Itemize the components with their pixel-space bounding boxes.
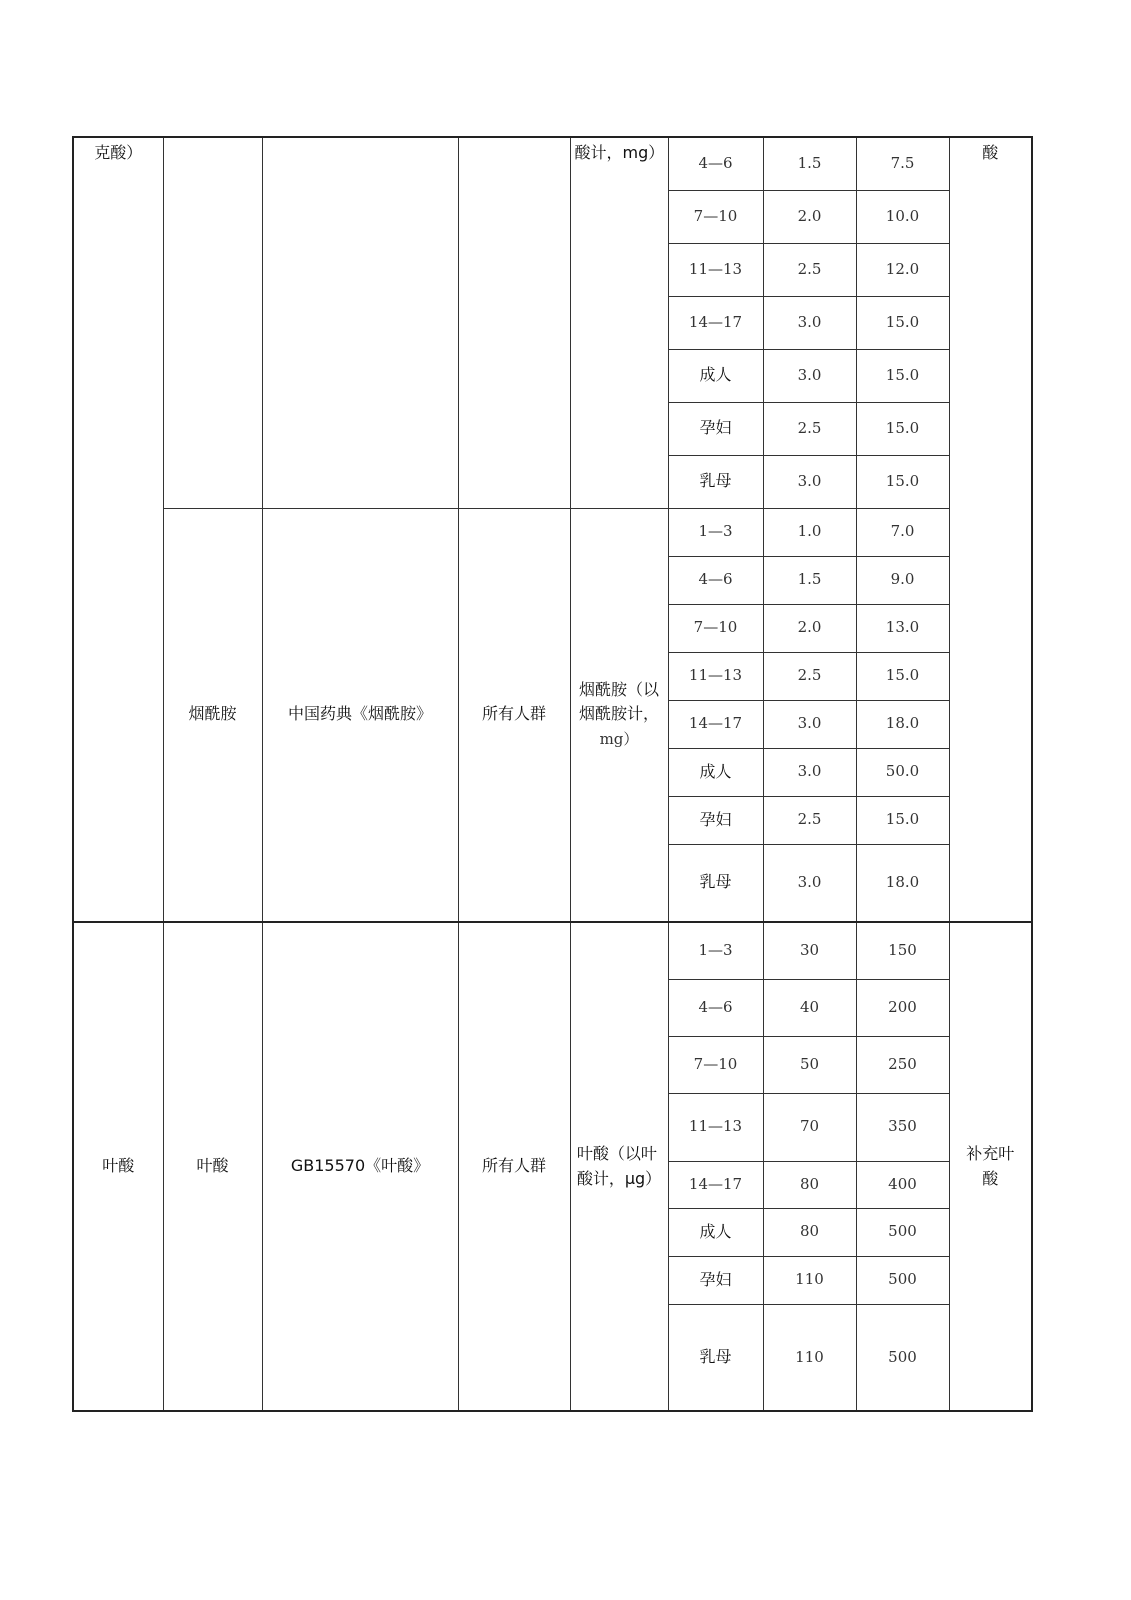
compound-cell [163,137,262,508]
age-group-cell: 乳母 [668,1304,763,1411]
age-group-cell: 11—13 [668,1093,763,1161]
purpose-cell [949,922,1032,1411]
compound-cell: 叶酸 [163,922,262,1411]
min-value-cell: 2.5 [763,402,856,455]
standard-cell [262,922,458,1411]
max-value-cell: 15.0 [856,349,949,402]
compound-cell: 烟酰胺 [163,508,262,922]
unit-label [579,678,659,752]
min-value-cell: 3.0 [763,844,856,922]
max-value-cell: 500 [856,1256,949,1304]
max-value-cell: 400 [856,1161,949,1208]
min-value-cell: 3.0 [763,748,856,796]
max-value-cell: 15.0 [856,796,949,844]
max-value-cell: 18.0 [856,844,949,922]
age-group-cell: 乳母 [668,844,763,922]
age-group-cell: 7—10 [668,1036,763,1093]
age-group-cell: 14—17 [668,296,763,349]
min-value-cell: 3.0 [763,349,856,402]
min-value-cell: 3.0 [763,455,856,508]
max-value-cell: 12.0 [856,243,949,296]
max-value-cell: 350 [856,1093,949,1161]
max-value-cell: 50.0 [856,748,949,796]
min-value-cell: 110 [763,1256,856,1304]
min-value-cell: 2.5 [763,652,856,700]
standard-cell [262,137,458,508]
age-group-cell: 孕妇 [668,1256,763,1304]
nutrient-supplement-table [72,136,1033,1412]
age-group-cell: 4—6 [668,556,763,604]
age-group-cell: 孕妇 [668,402,763,455]
min-value-cell: 3.0 [763,700,856,748]
unit-line: 叶酸（以叶 [576,1143,657,1163]
min-value-cell: 3.0 [763,296,856,349]
max-value-cell: 200 [856,979,949,1036]
age-group-cell: 14—17 [668,1161,763,1208]
age-group-cell: 4—6 [668,979,763,1036]
purpose-line: 补充叶 [966,1143,1015,1163]
max-value-cell: 10.0 [856,190,949,243]
table-row [73,508,1032,556]
population-cell: 所有人群 [458,508,570,922]
min-value-cell: 110 [763,1304,856,1411]
age-group-cell: 成人 [668,349,763,402]
min-value-cell: 1.5 [763,556,856,604]
age-group-cell: 7—10 [668,604,763,652]
max-value-cell: 7.5 [856,137,949,190]
unit-cell [570,922,668,1411]
min-value-cell: 1.5 [763,137,856,190]
unit-cell [570,508,668,922]
purpose-cell: 酸 [949,137,1032,922]
age-group-cell: 成人 [668,748,763,796]
unit-line: 酸计，μg） [576,1168,662,1188]
max-value-cell: 15.0 [856,652,949,700]
max-value-cell: 15.0 [856,455,949,508]
purpose-line: 酸 [982,1168,999,1188]
nutrient-cell: 克酸） [73,137,163,922]
table-row [73,922,1032,979]
age-group-cell: 7—10 [668,190,763,243]
min-value-cell: 30 [763,922,856,979]
age-group-cell: 1—3 [668,922,763,979]
max-value-cell: 15.0 [856,402,949,455]
standard-label: GB15570《叶酸》 [290,1156,430,1176]
age-group-cell: 乳母 [668,455,763,508]
min-value-cell: 40 [763,979,856,1036]
min-value-cell: 2.0 [763,604,856,652]
unit-label [577,1142,661,1192]
population-cell: 所有人群 [458,922,570,1411]
unit-cell: 酸计，mg） [570,137,668,508]
unit-line: mg） [599,730,639,749]
max-value-cell: 9.0 [856,556,949,604]
standard-cell: 中国药典《烟酰胺》 [262,508,458,922]
age-group-cell: 孕妇 [668,796,763,844]
min-value-cell: 50 [763,1036,856,1093]
population-cell [458,137,570,508]
max-value-cell: 500 [856,1208,949,1256]
age-group-cell: 4—6 [668,137,763,190]
min-value-cell: 80 [763,1161,856,1208]
purpose-label [966,1142,1014,1192]
max-value-cell: 13.0 [856,604,949,652]
age-group-cell: 11—13 [668,652,763,700]
age-group-cell: 1—3 [668,508,763,556]
max-value-cell: 150 [856,922,949,979]
max-value-cell: 7.0 [856,508,949,556]
min-value-cell: 2.5 [763,243,856,296]
table-row [73,137,1032,190]
min-value-cell: 70 [763,1093,856,1161]
min-value-cell: 80 [763,1208,856,1256]
min-value-cell: 2.5 [763,796,856,844]
min-value-cell: 1.0 [763,508,856,556]
max-value-cell: 15.0 [856,296,949,349]
nutrient-cell: 叶酸 [73,922,163,1411]
unit-line: 烟酰胺计， [578,704,659,724]
unit-line: 烟酰胺（以 [578,679,659,699]
max-value-cell: 18.0 [856,700,949,748]
max-value-cell: 500 [856,1304,949,1411]
min-value-cell: 2.0 [763,190,856,243]
age-group-cell: 成人 [668,1208,763,1256]
max-value-cell: 250 [856,1036,949,1093]
age-group-cell: 14—17 [668,700,763,748]
age-group-cell: 11—13 [668,243,763,296]
